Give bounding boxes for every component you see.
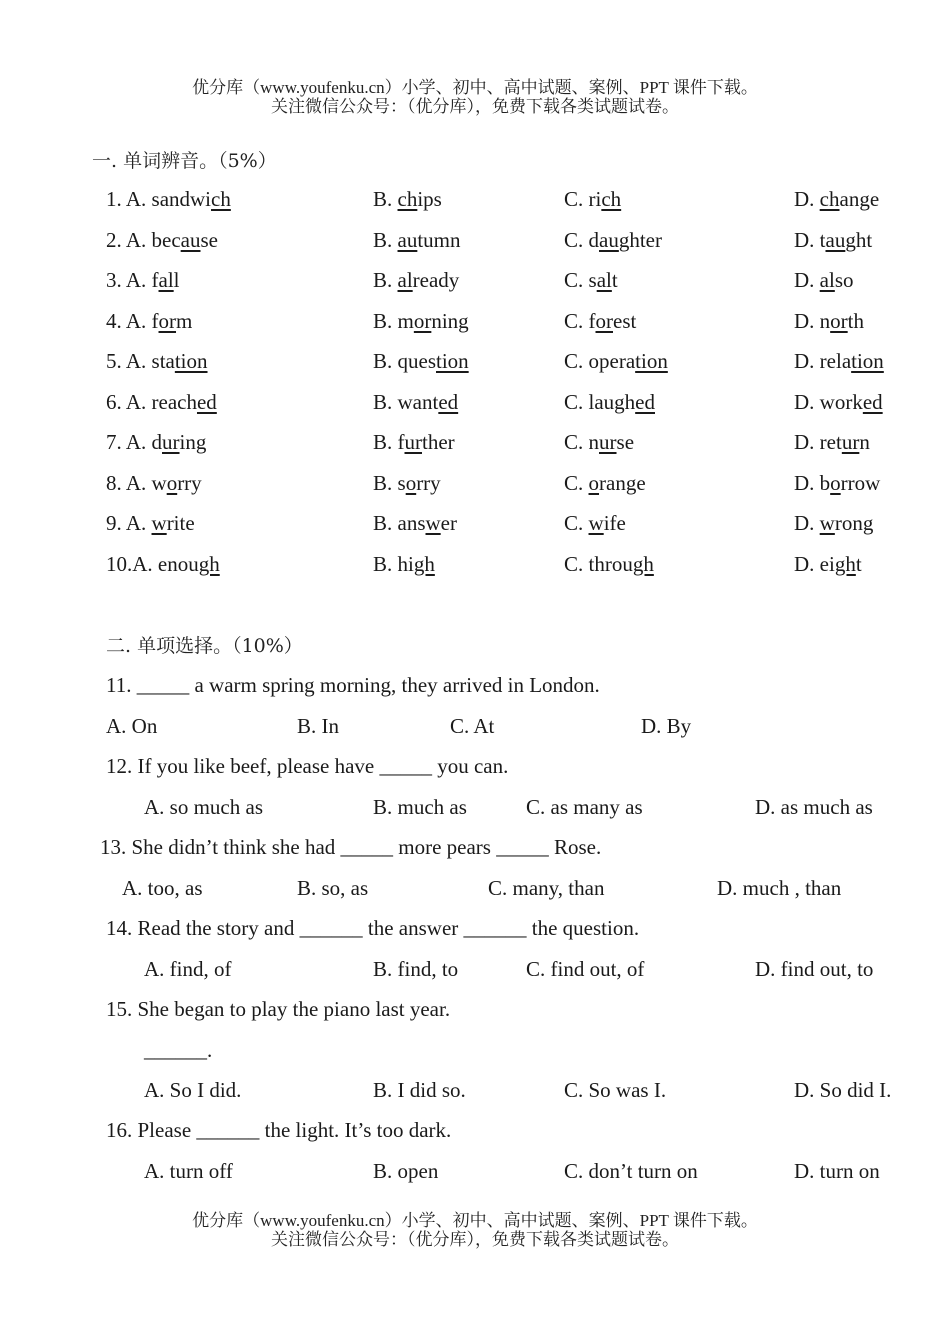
item-10-option-d — [794, 551, 862, 577]
underlined-letters: ur — [404, 430, 422, 454]
item-9-option-b — [373, 510, 457, 536]
underlined-letters: w — [588, 511, 604, 535]
word-part: B. want — [373, 389, 439, 414]
pronunciation-item-4 — [0, 308, 950, 338]
section-1-title: 一. 单词辨音。（5%） — [92, 150, 277, 172]
word-part: C. s — [564, 268, 597, 292]
underlined-letters: or — [595, 308, 613, 333]
underlined-letters: o — [166, 470, 178, 495]
word-part: D. ei — [794, 551, 835, 576]
underlined-letters: al — [397, 268, 413, 292]
question-14-option-c: C. find out, of — [526, 957, 645, 981]
word-part: ips — [417, 187, 442, 211]
question-14-stem: 14. Read the story and ______ the answer ______ the question. — [106, 916, 640, 940]
pronunciation-item-9 — [0, 510, 950, 540]
underlined-letters: ur — [841, 430, 860, 454]
item-1-option-a — [106, 186, 231, 212]
question-14-option-d: D. find out, to — [755, 957, 874, 981]
underlined-letters: au — [825, 227, 846, 252]
item-10-option-c — [564, 551, 654, 577]
word-part: C. throu — [564, 551, 633, 576]
underlined-letters: w — [425, 511, 441, 535]
word-part: B. s — [373, 470, 406, 495]
word-part: D. b — [794, 470, 831, 495]
pronunciation-item-1 — [0, 186, 950, 216]
item-3-option-d — [794, 267, 854, 293]
word-part: th — [847, 308, 865, 333]
underlined-letters: w — [819, 511, 835, 535]
word-part: ght — [845, 227, 873, 252]
item-3-option-c — [564, 267, 618, 293]
pronunciation-item-3 — [0, 267, 950, 297]
word-part: C. n — [564, 430, 600, 454]
item-2-option-b — [373, 227, 461, 253]
word-part: B. f — [373, 430, 405, 454]
word-part: B. ques — [373, 349, 436, 373]
underlined-letters: o — [588, 470, 600, 495]
pronunciation-item-10 — [0, 551, 950, 581]
underlined-letters: ed — [438, 389, 459, 414]
question-16-option-c: C. don’t turn on — [564, 1159, 698, 1183]
underlined-letters: o — [405, 470, 417, 495]
word-part: se — [200, 227, 218, 252]
underlined-letters: al — [819, 268, 835, 292]
word-part: B. hi — [373, 551, 414, 576]
item-number: 1. A. — [106, 187, 147, 211]
word-part: D. — [794, 187, 820, 211]
underlined-letters: tion — [635, 349, 668, 373]
word-part: ning — [431, 308, 469, 333]
underlined-letters: ur — [162, 430, 180, 454]
underlined-letters: tion — [436, 349, 469, 373]
question-13-option-a: A. too, as — [122, 876, 203, 900]
word-part: B. ans — [373, 511, 426, 535]
underlined-letters: ch — [601, 187, 622, 211]
question-11-option-b: B. In — [297, 714, 339, 738]
word-part: ghter — [618, 227, 662, 252]
question-15-option-b: B. I did so. — [373, 1078, 466, 1102]
word-part: se — [616, 430, 635, 454]
item-2-option-d — [794, 227, 872, 253]
item-7-option-a — [106, 429, 206, 455]
word-part: f — [151, 268, 159, 292]
item-3-option-b — [373, 267, 459, 293]
word-part: rry — [177, 470, 202, 495]
underlined-letters: au — [397, 227, 418, 252]
word-part: B. — [373, 187, 398, 211]
underlined-letters: ed — [196, 389, 217, 414]
item-1-option-c — [564, 186, 621, 212]
word-part: tumn — [417, 227, 461, 252]
item-5-option-c — [564, 348, 668, 374]
word-part: est — [613, 308, 637, 333]
item-10-option-a — [106, 551, 220, 577]
word-part: rite — [166, 511, 195, 535]
underlined-letters: gh — [413, 551, 435, 576]
word-part: D. — [794, 511, 820, 535]
word-part: reach — [151, 389, 197, 414]
item-number: 10.A. — [106, 551, 153, 576]
question-12-option-a: A. so much as — [144, 795, 263, 819]
item-3-option-a — [106, 267, 180, 293]
word-part: B. m — [373, 308, 414, 333]
question-12-option-b: B. much as — [373, 795, 467, 819]
question-13-option-d: D. much , than — [717, 876, 842, 900]
word-part: ther — [422, 430, 455, 454]
question-11-stem: 11. _____ a warm spring morning, they arrived in London. — [106, 673, 600, 697]
word-part: ready — [412, 268, 460, 292]
word-part: er — [440, 511, 457, 535]
word-part: C. ri — [564, 187, 602, 211]
underlined-letters: ed — [862, 389, 883, 414]
question-11-option-a: A. On — [106, 714, 158, 738]
pronunciation-item-6 — [0, 389, 950, 419]
item-number: 5. A. — [106, 349, 147, 373]
underlined-letters: o — [830, 470, 841, 495]
underlined-letters: ed — [635, 389, 655, 414]
item-2-option-c — [564, 227, 662, 253]
word-part: ange — [839, 187, 880, 211]
item-4-option-d — [794, 308, 864, 334]
question-11-option-c: C. At — [450, 714, 495, 738]
underlined-letters: or — [413, 308, 432, 333]
item-number: 9. A. — [106, 511, 147, 535]
item-2-option-a — [106, 227, 218, 253]
item-number: 6. A. — [106, 389, 147, 414]
item-7-option-d — [794, 429, 870, 455]
footer-line-1: 优分库（www.youfenku.cn）小学、初中、高中试题、案例、PPT 课件下载。 — [192, 1211, 758, 1230]
pronunciation-item-8 — [0, 470, 950, 500]
word-part: D. work — [794, 389, 863, 414]
item-7-option-b — [373, 429, 455, 455]
item-9-option-c — [564, 510, 626, 536]
question-12-stem: 12. If you like beef, please have _____ you can. — [106, 754, 509, 778]
word-part: D. n — [794, 308, 831, 333]
underlined-letters: ch — [819, 187, 840, 211]
item-5-option-a — [106, 348, 208, 374]
word-part: ing — [179, 430, 207, 454]
pronunciation-item-7 — [0, 429, 950, 459]
word-part: rrow — [840, 470, 881, 495]
question-15-option-d: D. So did I. — [794, 1078, 892, 1102]
question-16-option-a: A. turn off — [144, 1159, 233, 1183]
word-part: n — [859, 430, 870, 454]
underlined-letters: gh — [198, 551, 220, 576]
question-14-option-a: A. find, of — [144, 957, 232, 981]
question-12-option-c: C. as many as — [526, 795, 643, 819]
underlined-letters: tion — [851, 349, 884, 373]
item-8-option-d — [794, 470, 880, 496]
underlined-letters: au — [599, 227, 619, 252]
underlined-letters: ch — [211, 187, 231, 211]
item-4-option-c — [564, 308, 636, 334]
word-part: B. — [373, 268, 398, 292]
item-5-option-d — [794, 348, 884, 374]
word-part: range — [599, 470, 646, 495]
underlined-letters: or — [158, 308, 177, 333]
underlined-letters: w — [151, 511, 167, 535]
item-6-option-d — [794, 389, 883, 415]
word-part: bec — [151, 227, 181, 252]
underlined-letters: al — [158, 268, 174, 292]
question-16-option-b: B. open — [373, 1159, 439, 1183]
word-part: so — [834, 268, 854, 292]
question-12-option-d: D. as much as — [755, 795, 873, 819]
word-part: C. d — [564, 227, 600, 252]
question-15-blank: ______. — [144, 1038, 213, 1062]
header-line-2: 关注微信公众号：（优分库），免费下载各类试题试卷。 — [271, 97, 679, 116]
word-part: sta — [151, 349, 175, 373]
word-part: w — [151, 470, 167, 495]
question-11-option-d: D. By — [641, 714, 692, 738]
word-part: D. rela — [794, 349, 852, 373]
word-part: t — [855, 551, 862, 576]
question-15-option-a: A. So I did. — [144, 1078, 242, 1102]
underlined-letters: ch — [397, 187, 418, 211]
item-1-option-b — [373, 186, 442, 212]
word-part: D. ret — [794, 430, 842, 454]
underlined-letters: al — [596, 268, 612, 292]
question-14-option-b: B. find, to — [373, 957, 459, 981]
word-part: d — [151, 430, 163, 454]
question-16-stem: 16. Please ______ the light. It’s too dark. — [106, 1118, 452, 1142]
item-5-option-b — [373, 348, 469, 374]
question-13-option-c: C. many, than — [488, 876, 605, 900]
item-9-option-a — [106, 510, 195, 536]
word-part: C. — [564, 511, 589, 535]
word-part: rry — [416, 470, 441, 495]
word-part: enou — [157, 551, 199, 576]
item-8-option-a — [106, 470, 202, 496]
item-4-option-b — [373, 308, 469, 334]
word-part: C. laugh — [564, 389, 636, 414]
word-part: m — [176, 308, 193, 333]
word-part: D. t — [794, 227, 826, 252]
word-part: C. opera — [564, 349, 636, 373]
section-2-title: 二. 单项选择。（10%） — [106, 635, 303, 657]
question-15-stem: 15. She began to play the piano last year. — [106, 997, 451, 1021]
word-part: ife — [603, 511, 626, 535]
word-part: f — [151, 308, 159, 333]
item-8-option-b — [373, 470, 441, 496]
underlined-letters: tion — [174, 349, 208, 373]
word-part: B. — [373, 227, 398, 252]
underlined-letters: au — [180, 227, 201, 252]
pronunciation-item-2 — [0, 227, 950, 257]
word-part: sandwi — [151, 187, 212, 211]
item-9-option-d — [794, 510, 873, 536]
item-7-option-c — [564, 429, 634, 455]
underlined-letters: ur — [599, 430, 617, 454]
item-1-option-d — [794, 186, 879, 212]
word-part: C. f — [564, 308, 596, 333]
underlined-letters: or — [830, 308, 848, 333]
item-6-option-b — [373, 389, 458, 415]
item-number: 3. A. — [106, 268, 147, 292]
word-part: D. — [794, 268, 820, 292]
item-number: 4. A. — [106, 308, 147, 333]
word-part: rong — [834, 511, 874, 535]
question-13-option-b: B. so, as — [297, 876, 369, 900]
item-6-option-c — [564, 389, 655, 415]
underlined-letters: gh — [632, 551, 654, 576]
question-16-option-d: D. turn on — [794, 1159, 880, 1183]
word-part: t — [611, 268, 618, 292]
item-6-option-a — [106, 389, 217, 415]
footer-line-2: 关注微信公众号：（优分库），免费下载各类试题试卷。 — [271, 1230, 679, 1249]
item-number: 2. A. — [106, 227, 147, 252]
underlined-letters: gh — [834, 551, 856, 576]
pronunciation-item-5 — [0, 348, 950, 378]
item-number: 7. A. — [106, 430, 147, 454]
word-part: l — [173, 268, 180, 292]
item-4-option-a — [106, 308, 192, 334]
question-13-stem: 13. She didn’t think she had _____ more pears _____ Rose. — [100, 835, 602, 859]
word-part: C. — [564, 470, 589, 495]
item-number: 8. A. — [106, 470, 147, 495]
question-15-option-c: C. So was I. — [564, 1078, 667, 1102]
item-10-option-b — [373, 551, 435, 577]
header-line-1: 优分库（www.youfenku.cn）小学、初中、高中试题、案例、PPT 课件下载。 — [192, 78, 758, 97]
item-8-option-c — [564, 470, 646, 496]
